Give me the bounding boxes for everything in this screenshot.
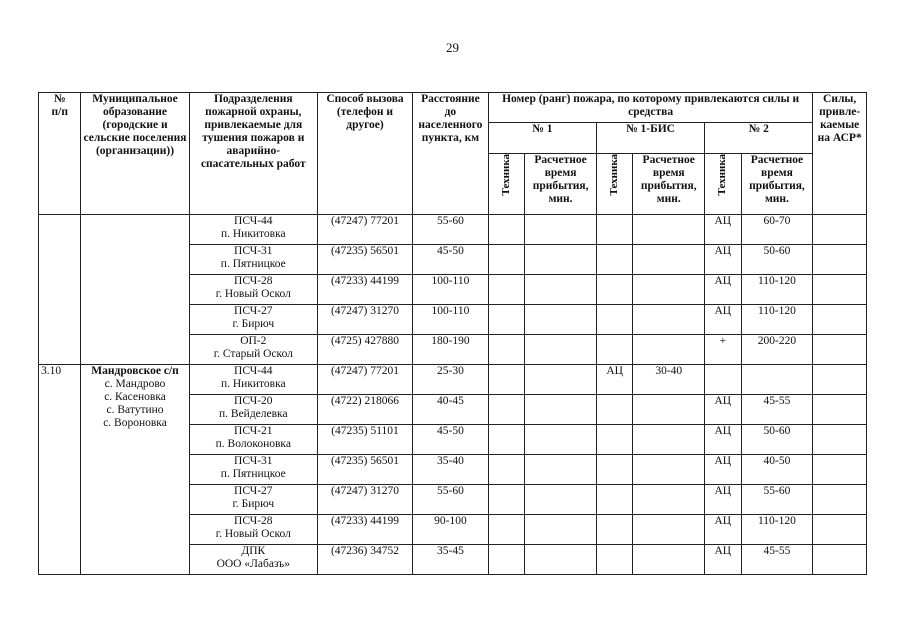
asr-cell bbox=[813, 515, 867, 545]
time-1bis-cell bbox=[633, 425, 705, 455]
unit-location: г. Новый Оскол bbox=[215, 528, 291, 540]
asr-cell bbox=[813, 305, 867, 335]
tech-2-cell: АЦ bbox=[705, 305, 741, 335]
time-2-cell: 45-55 bbox=[741, 395, 813, 425]
asr-cell bbox=[813, 545, 867, 575]
tech-1bis-cell bbox=[596, 425, 632, 455]
tech-2-cell: АЦ bbox=[705, 245, 741, 275]
tech-1-cell bbox=[488, 395, 524, 425]
asr-cell bbox=[813, 395, 867, 425]
distance-cell: 100-110 bbox=[413, 275, 489, 305]
tech-1bis-cell bbox=[596, 485, 632, 515]
header-rank-1: № 1 bbox=[488, 123, 596, 154]
time-2-cell: 110-120 bbox=[741, 275, 813, 305]
unit-cell bbox=[189, 215, 317, 245]
fire-forces-table bbox=[38, 92, 867, 575]
phone-cell: (47236) 34752 bbox=[317, 545, 412, 575]
unit-cell bbox=[189, 305, 317, 335]
unit-name: ПСЧ-27 bbox=[234, 485, 273, 497]
unit-name: ПСЧ-28 bbox=[234, 515, 273, 527]
tech-2-cell: АЦ bbox=[705, 455, 741, 485]
header-rank-2: № 2 bbox=[705, 123, 813, 154]
phone-cell: (47235) 56501 bbox=[317, 455, 412, 485]
header-time-2: Расчетное время прибытия, мин. bbox=[741, 154, 813, 215]
time-1-cell bbox=[525, 545, 597, 575]
unit-cell bbox=[189, 485, 317, 515]
unit-cell bbox=[189, 365, 317, 395]
municipality-title: Мандровское с/п bbox=[91, 365, 179, 377]
time-1bis-cell bbox=[633, 545, 705, 575]
header-fire-rank: Номер (ранг) пожара, по которому привлекаются силы и средства bbox=[488, 93, 813, 123]
time-1-cell bbox=[525, 245, 597, 275]
distance-cell: 55-60 bbox=[413, 215, 489, 245]
unit-name: ДПК bbox=[241, 545, 266, 557]
asr-cell bbox=[813, 455, 867, 485]
phone-cell: (47235) 51101 bbox=[317, 425, 412, 455]
unit-location: ООО «Лабазъ» bbox=[216, 558, 291, 570]
distance-cell: 35-40 bbox=[413, 455, 489, 485]
tech-1-cell bbox=[488, 485, 524, 515]
distance-cell: 100-110 bbox=[413, 305, 489, 335]
unit-cell bbox=[189, 515, 317, 545]
page-number: 29 bbox=[446, 40, 459, 55]
tech-2-cell: АЦ bbox=[705, 515, 741, 545]
municipality-cell bbox=[81, 215, 189, 365]
unit-location: г. Бирюч bbox=[232, 498, 275, 510]
phone-cell: (47247) 77201 bbox=[317, 215, 412, 245]
tech-2-cell: АЦ bbox=[705, 275, 741, 305]
unit-location: г. Бирюч bbox=[232, 318, 275, 330]
distance-cell: 45-50 bbox=[413, 425, 489, 455]
distance-cell: 45-50 bbox=[413, 245, 489, 275]
distance-cell: 40-45 bbox=[413, 395, 489, 425]
time-1bis-cell bbox=[633, 305, 705, 335]
time-2-cell: 110-120 bbox=[741, 515, 813, 545]
tech-1-cell bbox=[488, 545, 524, 575]
tech-1bis-cell bbox=[596, 515, 632, 545]
header-rank-1bis: № 1-БИС bbox=[596, 123, 704, 154]
header-call-method: Способ вызова (телефон и другое) bbox=[317, 93, 412, 215]
time-1bis-cell: 30-40 bbox=[633, 365, 705, 395]
unit-cell bbox=[189, 395, 317, 425]
header-tech-1: Техника bbox=[500, 154, 512, 196]
unit-cell bbox=[189, 245, 317, 275]
table-row bbox=[39, 365, 867, 395]
unit-location: г. Новый Оскол bbox=[215, 288, 291, 300]
time-1-cell bbox=[525, 305, 597, 335]
header-units: Подразделения пожарной охраны, привлекаемые для тушения пожаров и аварийно-спасательных работ bbox=[189, 93, 317, 215]
unit-cell bbox=[189, 545, 317, 575]
distance-cell: 90-100 bbox=[413, 515, 489, 545]
time-1bis-cell bbox=[633, 245, 705, 275]
tech-2-cell: АЦ bbox=[705, 215, 741, 245]
tech-2-cell: АЦ bbox=[705, 545, 741, 575]
header-time-1bis: Расчетное время прибытия, мин. bbox=[633, 154, 705, 215]
unit-cell bbox=[189, 455, 317, 485]
phone-cell: (47233) 44199 bbox=[317, 275, 412, 305]
time-1-cell bbox=[525, 275, 597, 305]
phone-cell: (47233) 44199 bbox=[317, 515, 412, 545]
header-tech-1-cell bbox=[488, 154, 524, 215]
tech-1-cell bbox=[488, 275, 524, 305]
tech-1-cell bbox=[488, 425, 524, 455]
tech-2-cell: АЦ bbox=[705, 425, 741, 455]
unit-location: п. Пятницкое bbox=[220, 258, 286, 270]
time-2-cell: 40-50 bbox=[741, 455, 813, 485]
header-distance: Расстояние до населенного пункта, км bbox=[413, 93, 489, 215]
unit-name: ПСЧ-21 bbox=[234, 425, 273, 437]
tech-1bis-cell bbox=[596, 545, 632, 575]
municipality-cell bbox=[81, 365, 189, 575]
asr-cell bbox=[813, 365, 867, 395]
unit-name: ПСЧ-44 bbox=[234, 365, 273, 377]
asr-cell bbox=[813, 245, 867, 275]
tech-1-cell bbox=[488, 515, 524, 545]
time-1-cell bbox=[525, 455, 597, 485]
tech-2-cell: АЦ bbox=[705, 395, 741, 425]
unit-name: ПСЧ-27 bbox=[234, 305, 273, 317]
header-tech-2: Техника bbox=[716, 154, 729, 196]
asr-cell bbox=[813, 425, 867, 455]
time-2-cell: 50-60 bbox=[741, 425, 813, 455]
unit-name: ПСЧ-31 bbox=[234, 245, 273, 257]
header-asr: Силы, привле-каемые на АСР* bbox=[813, 93, 867, 215]
header-tech-2-cell bbox=[705, 154, 741, 215]
table-body bbox=[39, 215, 867, 575]
row-number bbox=[39, 215, 81, 365]
distance-cell: 35-45 bbox=[413, 545, 489, 575]
tech-1-cell bbox=[488, 245, 524, 275]
unit-location: п. Никитовка bbox=[220, 378, 286, 390]
settlement-name: с. Вороновка bbox=[103, 417, 167, 429]
time-1bis-cell bbox=[633, 455, 705, 485]
row-number: 3.10 bbox=[39, 365, 81, 575]
phone-cell: (47235) 56501 bbox=[317, 245, 412, 275]
unit-cell bbox=[189, 335, 317, 365]
unit-name: ПСЧ-44 bbox=[234, 215, 273, 227]
phone-cell: (47247) 31270 bbox=[317, 305, 412, 335]
tech-1-cell bbox=[488, 305, 524, 335]
tech-2-cell: + bbox=[705, 335, 741, 365]
tech-1-cell bbox=[488, 455, 524, 485]
tech-1-cell bbox=[488, 215, 524, 245]
settlement-name: с. Касеновка bbox=[104, 391, 166, 403]
distance-cell: 55-60 bbox=[413, 485, 489, 515]
unit-location: п. Пятницкое bbox=[220, 468, 286, 480]
tech-1bis-cell bbox=[596, 275, 632, 305]
time-1-cell bbox=[525, 335, 597, 365]
unit-location: п. Никитовка bbox=[220, 228, 286, 240]
tech-1bis-cell bbox=[596, 455, 632, 485]
time-1bis-cell bbox=[633, 215, 705, 245]
tech-1bis-cell bbox=[596, 245, 632, 275]
tech-1bis-cell bbox=[596, 215, 632, 245]
table-row bbox=[39, 215, 867, 245]
phone-cell: (47247) 31270 bbox=[317, 485, 412, 515]
time-2-cell: 45-55 bbox=[741, 545, 813, 575]
tech-1bis-cell bbox=[596, 395, 632, 425]
unit-name: ПСЧ-28 bbox=[234, 275, 273, 287]
unit-location: п. Вейделевка bbox=[219, 408, 288, 420]
time-2-cell: 200-220 bbox=[741, 335, 813, 365]
header-num: № п/п bbox=[39, 93, 81, 215]
tech-1-cell bbox=[488, 335, 524, 365]
time-1-cell bbox=[525, 485, 597, 515]
time-1-cell bbox=[525, 515, 597, 545]
tech-1bis-cell bbox=[596, 335, 632, 365]
phone-cell: (4725) 427880 bbox=[317, 335, 412, 365]
tech-1-cell bbox=[488, 365, 524, 395]
time-2-cell: 60-70 bbox=[741, 215, 813, 245]
time-1-cell bbox=[525, 395, 597, 425]
unit-name: ПСЧ-31 bbox=[234, 455, 273, 467]
asr-cell bbox=[813, 275, 867, 305]
distance-cell: 180-190 bbox=[413, 335, 489, 365]
header-tech-1bis-cell bbox=[596, 154, 632, 215]
header-tech-1bis: Техника bbox=[608, 154, 621, 196]
time-2-cell bbox=[741, 365, 813, 395]
time-1bis-cell bbox=[633, 395, 705, 425]
tech-2-cell: АЦ bbox=[705, 485, 741, 515]
asr-cell bbox=[813, 335, 867, 365]
asr-cell bbox=[813, 215, 867, 245]
phone-cell: (47247) 77201 bbox=[317, 365, 412, 395]
unit-cell bbox=[189, 275, 317, 305]
time-1-cell bbox=[525, 365, 597, 395]
tech-1bis-cell: АЦ bbox=[596, 365, 632, 395]
time-1bis-cell bbox=[633, 335, 705, 365]
unit-name: ОП-2 bbox=[240, 335, 267, 347]
header-time-1: Расчетное время прибытия, мин. bbox=[525, 154, 597, 215]
unit-name: ПСЧ-20 bbox=[234, 395, 273, 407]
time-2-cell: 55-60 bbox=[741, 485, 813, 515]
time-1-cell bbox=[525, 425, 597, 455]
time-2-cell: 110-120 bbox=[741, 305, 813, 335]
time-1bis-cell bbox=[633, 485, 705, 515]
unit-location: г. Старый Оскол bbox=[213, 348, 293, 360]
unit-location: п. Волоконовка bbox=[215, 438, 291, 450]
unit-cell bbox=[189, 425, 317, 455]
distance-cell: 25-30 bbox=[413, 365, 489, 395]
tech-1bis-cell bbox=[596, 305, 632, 335]
time-1-cell bbox=[525, 215, 597, 245]
tech-2-cell bbox=[705, 365, 741, 395]
time-2-cell: 50-60 bbox=[741, 245, 813, 275]
phone-cell: (4722) 218066 bbox=[317, 395, 412, 425]
header-municipality: Муниципальное образование (городские и сельские поселения (организации)) bbox=[81, 93, 189, 215]
asr-cell bbox=[813, 485, 867, 515]
time-1bis-cell bbox=[633, 515, 705, 545]
settlement-name: с. Ватутино bbox=[106, 404, 164, 416]
settlement-name: с. Мандрово bbox=[104, 378, 166, 390]
time-1bis-cell bbox=[633, 275, 705, 305]
